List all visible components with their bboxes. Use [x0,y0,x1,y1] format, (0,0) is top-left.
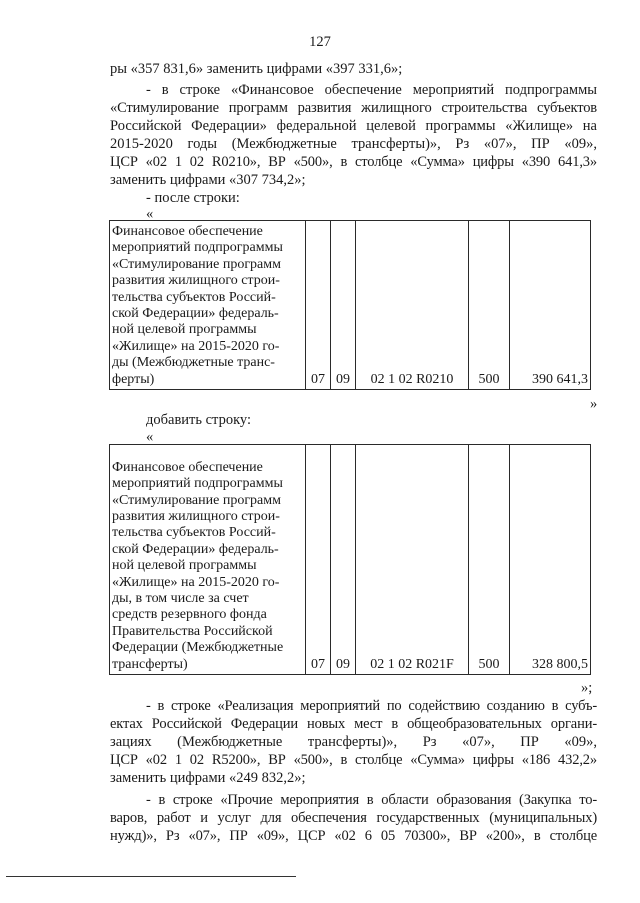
name-line: «Жилище» на 2015-2020 го- [112,574,280,590]
text-line: 2015-2020 годы (Межбюджетные трансферты)», Рз «07», ПР «09», [110,136,597,152]
text-line: варов, работ и услуг для обеспечения государственных (муниципальных) [110,810,597,826]
text-line: ры «357 831,6» заменить цифрами «397 331,6»; [110,61,403,77]
name-line: ной целевой программы [112,322,257,338]
section-code-cell: 07 [306,221,331,390]
text-line: ектах Российской Федерации новых мест в общеобразовательных органи- [110,716,597,732]
name-line: мероприятий подпрограммы [112,240,283,256]
section-code-cell: 07 [306,445,331,675]
expenditure-name-cell [110,445,306,675]
text-line: ЦСР «02 1 02 R5200», ВР «500», в столбце «Сумма» цифры «186 432,2» [110,752,597,768]
opening-quote: « [146,206,154,222]
text-line: «Стимулирование программ развития жилищного строительства субъектов [110,100,597,116]
amount-cell: 328 800,5 [510,445,591,675]
amount-cell: 390 641,3 [510,221,591,390]
name-line: ды (Межбюджетные транс- [112,355,275,371]
budget-row-table [109,444,591,675]
name-line: Финансовое обеспечение [112,223,263,239]
name-line: ской Федерации» федераль- [112,305,279,321]
closing-quote: » [590,396,598,412]
budget-row-table [109,220,591,390]
subsection-code-cell: 09 [331,221,356,390]
name-line: средств резервного фонда [112,607,267,623]
name-line: «Жилище» на 2015-2020 го- [112,338,280,354]
name-line: развития жилищного строи- [112,273,280,289]
text-line: заменить цифрами «307 734,2»; [110,172,306,188]
text-line: - в строке «Реализация мероприятий по содействию созданию в субъ- [146,698,597,714]
page-number: 127 [309,34,331,50]
expense-type-cell: 500 [469,221,510,390]
name-line: тельства субъектов Россий- [112,525,276,541]
expenditure-name-cell [110,221,306,390]
footer-rule [6,876,296,877]
text-line: зациях (Межбюджетные трансферты)», Рз «07», ПР «09», [110,734,597,750]
text-line: - после строки: [146,190,240,206]
subsection-code-cell: 09 [331,445,356,675]
name-line: развития жилищного строи- [112,508,280,524]
name-line: ды, в том числе за счет [112,590,249,606]
name-line: мероприятий подпрограммы [112,476,283,492]
table-row [110,221,591,390]
text-line: ЦСР «02 1 02 R0210», ВР «500», в столбце «Сумма» цифры «390 641,3» [110,154,597,170]
text-line: Российской Федерации» федеральной целевой программы «Жилище» на [110,118,597,134]
text-line: - в строке «Прочие мероприятия в области образования (Закупка то- [146,792,597,808]
expense-type-cell: 500 [469,445,510,675]
text-line: заменить цифрами «249 832,2»; [110,770,306,786]
text-line: нужд)», Рз «07», ПР «09», ЦСР «02 6 05 70300», ВР «200», в столбце [110,828,597,844]
target-article-code-cell: 02 1 02 R021F [356,445,469,675]
target-article-code-cell: 02 1 02 R0210 [356,221,469,390]
opening-quote: « [146,429,154,445]
name-line: ной целевой программы [112,558,257,574]
add-row-label: добавить строку: [146,412,251,428]
name-line: Федерации (Межбюджетные [112,640,284,656]
name-line: ской Федерации» федераль- [112,541,279,557]
name-line: «Стимулирование программ [112,492,281,508]
text-line: - в строке «Финансовое обеспечение мероприятий подпрограммы [146,82,597,98]
table-row [110,445,591,675]
name-line: «Стимулирование программ [112,256,281,272]
name-line: трансферты) [112,656,188,672]
name-line: Правительства Российской [112,623,273,639]
name-line: ферты) [112,371,155,387]
name-line: тельства субъектов Россий- [112,289,276,305]
closing-quote: »; [581,680,593,696]
name-line: Финансовое обеспечение [112,459,263,475]
